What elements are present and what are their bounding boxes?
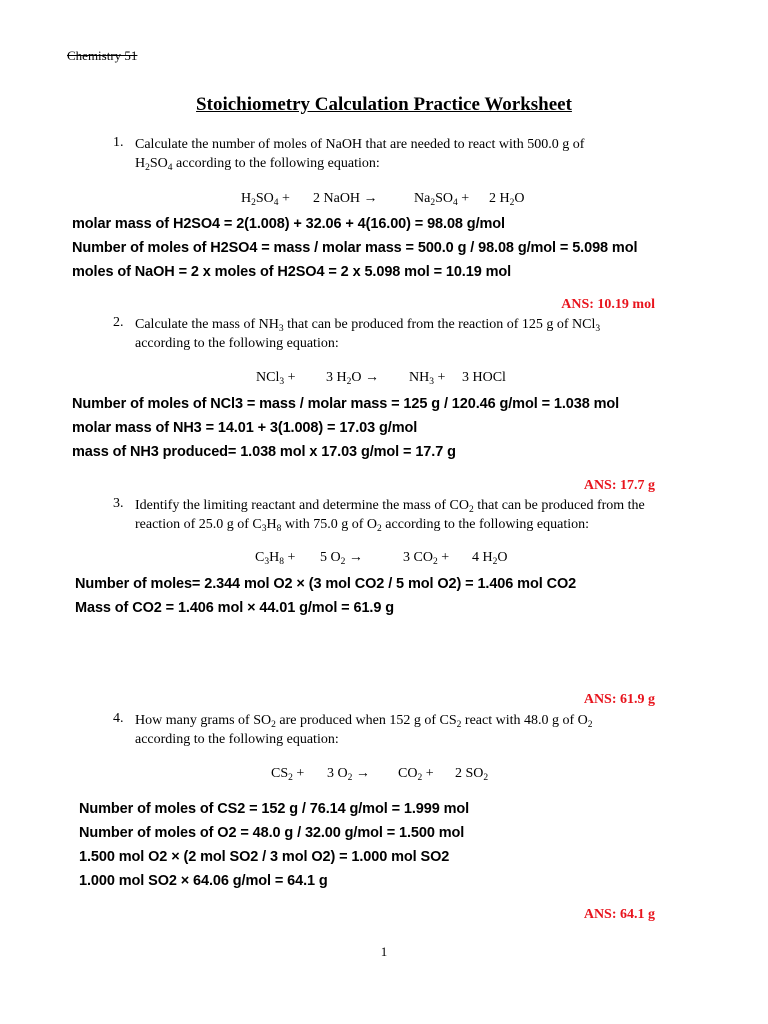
question-2-answer: ANS: 17.7 g	[583, 478, 655, 493]
question-2-number: 2.	[113, 315, 124, 330]
question-4-eq-term-4: 2 $SO_2$	[455, 766, 489, 783]
question-2-work-line-3: mass of NH3 produced= 1.038 mol x 17.03 g/mol = 17.7 g	[72, 444, 456, 460]
question-3-eq-term-2: 5 $O_2$ →	[320, 550, 363, 567]
question-1-number: 1.	[113, 135, 124, 150]
question-2-text-line-1: Calculate the mass of $NH_3$ that can be produced from the reaction of 125 g of NCl$_3$	[135, 317, 601, 334]
question-1-text-line-1: Calculate the number of moles of NaOH that are needed to react with 500.0 g of	[135, 137, 585, 152]
question-1-work-line-1: molar mass of H2SO4 = 2(1.008) + 32.06 + 4(16.00) = 98.08 g/mol	[72, 216, 505, 232]
question-4-work-line-4: 1.000 mol SO2 × 64.06 g/mol = 64.1 g	[79, 873, 328, 889]
question-3-number: 3.	[113, 496, 124, 511]
question-4-number: 4.	[113, 711, 124, 726]
question-4-eq-term-1: $CS_2$ +	[271, 766, 305, 783]
question-4-text-line-1: How many grams of $SO_2$ are produced when 152 g of $CS_2$ react with 48.0 g of $O_2$	[135, 713, 593, 730]
question-3-eq-term-3: 3 $CO_2$ +	[403, 550, 450, 567]
question-2-work-line-2: molar mass of NH3 = 14.01 + 3(1.008) = 17.03 g/mol	[72, 420, 418, 436]
question-3-answer: ANS: 61.9 g	[583, 692, 655, 707]
question-1-eq-term-1: $H_2SO_4$ +	[241, 191, 290, 208]
worksheet-title: Stoichiometry Calculation Practice Worksheet	[196, 94, 572, 115]
question-3-text-line-2: reaction of 25.0 g of $C_3H_8$ with 75.0 g of $O_2$ according to the following equation:	[135, 517, 590, 534]
question-1-work-line-2: Number of moles of H2SO4 = mass / molar mass = 500.0 g / 98.08 g/mol = 5.098 mol	[72, 240, 638, 256]
question-1-eq-term-3: $Na_2SO_4$ +	[414, 191, 470, 208]
question-4-text-line-2: according to the following equation:	[135, 732, 339, 747]
question-4-work-line-2: Number of moles of O2 = 48.0 g / 32.00 g/mol = 1.500 mol	[79, 825, 465, 841]
question-2-work-line-1: Number of moles of NCl3 = mass / molar mass = 125 g / 120.46 g/mol = 1.038 mol	[72, 396, 620, 412]
question-2-eq-term-2: 3 $H_2O$ →	[326, 370, 379, 387]
question-1-work-line-3: moles of NaOH = 2 x moles of H2SO4 = 2 x 5.098 mol = 10.19 mol	[72, 264, 512, 280]
question-1-answer: ANS: 10.19 mol	[561, 297, 655, 312]
question-3-eq-term-4: 4 $H_2O$	[472, 550, 508, 567]
question-3-text-line-1: Identify the limiting reactant and determine the mass of $CO_2$ that can be produced from the	[135, 498, 645, 515]
question-1-text-line-2: $H_2SO_4$ according to the following equation:	[135, 156, 380, 173]
question-4-work-line-3: 1.500 mol O2 × (2 mol SO2 / 3 mol O2) = 1.000 mol SO2	[79, 849, 450, 865]
course-name: Chemistry 51	[67, 48, 138, 63]
question-2-text-line-2: according to the following equation:	[135, 336, 339, 351]
question-2-eq-term-1: NCl$_3$ +	[256, 370, 296, 387]
question-3-eq-term-1: $C_3H_8$ +	[255, 550, 296, 567]
question-2-eq-term-3: $NH_3$ +	[409, 370, 446, 387]
question-3-work-line-1: Number of moles= 2.344 mol O2 × (3 mol CO2 / 5 mol O2) = 1.406 mol CO2	[75, 576, 577, 592]
question-4-answer: ANS: 64.1 g	[583, 907, 655, 922]
question-1-eq-term-4: 2 $H_2O$	[489, 191, 525, 208]
question-4-work-line-1: Number of moles of CS2 = 152 g / 76.14 g/mol = 1.999 mol	[79, 801, 470, 817]
question-1-eq-term-2: 2 NaOH →	[313, 191, 378, 206]
question-2-eq-term-4: 3 HOCl	[462, 370, 506, 385]
question-4-eq-term-2: 3 $O_2$ →	[327, 766, 370, 783]
page-number: 1	[380, 944, 388, 959]
question-4-eq-term-3: $CO_2$ +	[398, 766, 434, 783]
question-3-work-line-2: Mass of CO2 = 1.406 mol × 44.01 g/mol = 61.9 g	[75, 600, 394, 616]
